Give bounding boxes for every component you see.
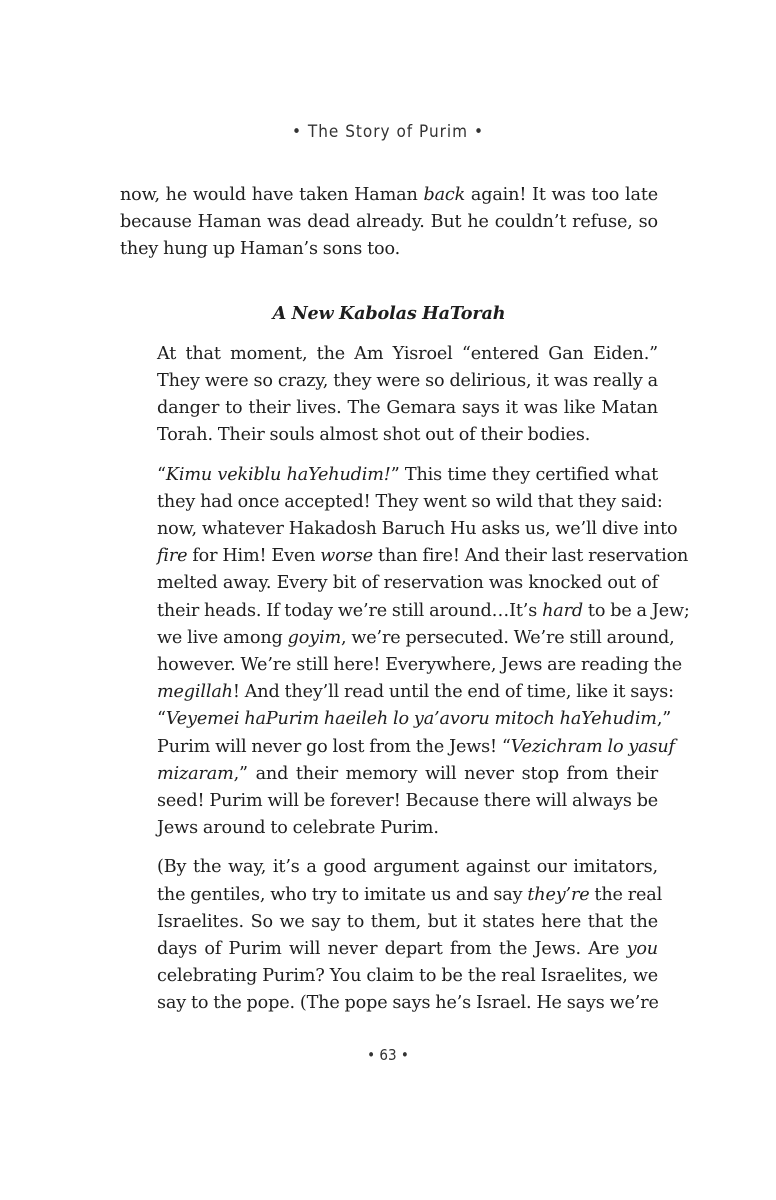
italic-run: Vezichram lo yasuf (510, 736, 675, 757)
text-run: , we’re persecuted. We’re still around, (340, 627, 675, 648)
text-run: we live among (157, 627, 288, 648)
italic-run: goyim (287, 627, 341, 648)
text-run: ” This time they certified what (390, 464, 658, 485)
text-line: melted away. Every bit of reservation was knocked out of (157, 573, 658, 594)
running-head: • The Story of Purim • (292, 122, 484, 142)
text-line (120, 625, 675, 652)
text-run: ,” (656, 709, 672, 730)
text-run: “ (157, 709, 166, 730)
text-line: They were so crazy, they were so delirious, it was really a (157, 371, 658, 392)
text-run: ,” and their memory will never stop from their (233, 763, 658, 784)
text-line: Jews around to celebrate Purim. (157, 818, 439, 839)
section-heading: A New Kabolas HaTorah (272, 302, 506, 324)
body-text (120, 182, 690, 1018)
text-run: for Him! Even (187, 546, 321, 567)
text-line (120, 543, 689, 570)
text-line (120, 734, 675, 761)
paragraph (120, 854, 663, 1017)
italic-run: back (423, 185, 466, 205)
text-line: celebrating Purim? You claim to be the real Israelites, we (157, 966, 658, 987)
paragraph-continuation (120, 182, 658, 264)
text-line: Israelites. So we say to them, but it states here that the (157, 911, 658, 932)
italic-run: fire (157, 546, 188, 567)
text-line: they hung up Haman’s sons too. (120, 239, 401, 260)
text-run: “ (157, 464, 166, 485)
text-run: now, he would have taken Haman (120, 185, 424, 205)
text-run: ! And they’ll read until the end of time, like it says: (232, 682, 674, 703)
text-line: danger to their lives. The Gemara says it was like Matan (157, 398, 658, 419)
text-line: At that moment, the Am Yisroel “entered Gan Eiden.” (157, 343, 658, 364)
text-run: the gentiles, who try to imitate us and say (157, 884, 528, 905)
text-run: than fire! And their last reservation (373, 546, 689, 567)
text-run: to be a Jew; (582, 600, 690, 621)
text-line (120, 462, 658, 489)
text-line: say to the pope. (The pope says he’s Israel. He says we’re (157, 993, 659, 1014)
italic-run: worse (320, 546, 374, 567)
text-run: their heads. If today we’re still around…It’s (157, 600, 543, 621)
italic-run: megillah (157, 682, 233, 703)
text-line: now, whatever Hakadosh Baruch Hu asks us, we’ll dive into (157, 519, 678, 540)
text-line (120, 598, 690, 625)
text-line: Torah. Their souls almost shot out of their bodies. (157, 425, 591, 446)
italic-run: mizaram (157, 763, 234, 784)
text-line (120, 706, 672, 733)
paragraph (120, 341, 658, 450)
text-run: Purim will never go lost from the Jews! “ (157, 736, 511, 757)
text-line: however. We’re still here! Everywhere, Jews are reading the (157, 655, 683, 676)
text-line (120, 182, 658, 209)
text-line: (By the way, it’s a good argument against our imitators, (157, 857, 658, 878)
text-line: seed! Purim will be forever! Because there will always be (157, 791, 659, 812)
paragraph (120, 462, 690, 843)
page-number: • 63 • (367, 1046, 409, 1064)
text-line (120, 936, 658, 963)
text-line (120, 761, 658, 788)
text-line (120, 679, 674, 706)
italic-run: you (626, 939, 658, 960)
text-line: because Haman was dead already. But he couldn’t refuse, so (120, 212, 658, 233)
italic-run: Veyemei haPurim haeileh lo ya’avoru mitoch haYehudim (165, 709, 657, 730)
text-run: the real (589, 884, 663, 905)
italic-run: hard (542, 600, 583, 621)
text-line (120, 882, 663, 909)
text-line: they had once accepted! They went so wild that they said: (157, 491, 663, 512)
text-run: days of Purim will never depart from the Jews. Are (157, 939, 627, 960)
italic-run: they’re (527, 884, 590, 905)
text-run: again! It was too late (465, 185, 658, 205)
italic-run: Kimu vekiblu haYehudim! (165, 464, 391, 485)
